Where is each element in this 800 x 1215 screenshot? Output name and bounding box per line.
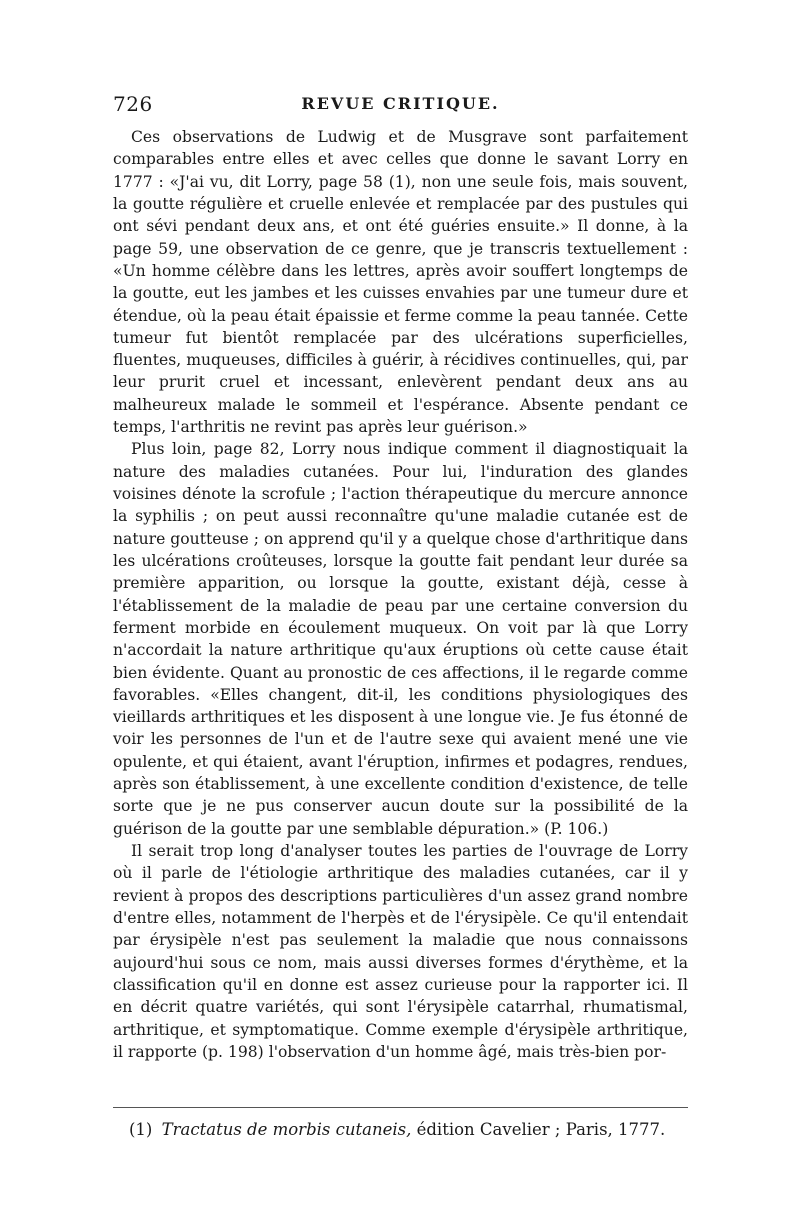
page-number: 726 [113, 92, 153, 116]
footnote-title: Tractatus de morbis cutaneis, [161, 1120, 412, 1139]
footnote [113, 1118, 688, 1142]
footnote-marker: (1) [129, 1120, 153, 1139]
paragraph-1: Ces observations de Ludwig et de Musgrave sont parfaitement comparables entre elles et avec celles que donne le savant Lorry en 1777 : «J'ai vu, dit Lorry, page 58 (1), non une seule fois, mais souvent, la goutte régulière et cruelle enlevée et remplacée par des pustules qui ont sévi pendant deux ans, et ont été guéries ensuite.» Il donne, à la page 59, une observation de ce genre, que je transcris textuellement : «Un homme célèbre dans les lettres, après avoir souffert longtemps de la goutte, eut les jambes et les cuisses envahies par une tumeur dure et étendue, où la peau était épaissie et ferme comme la peau tannée. Cette tumeur fut bientôt remplacée par des ulcérations superficielles, fluentes, muqueuses, difficiles à guérir, à récidives continuelles, qui, par leur prurit cruel et incessant, enlevèrent pendant deux ans au malheureux malade le sommeil et l'espérance. Absente pendant ce temps, l'arthritis ne revint pas après leur guérison.» [113, 128, 688, 437]
footnote-rule [113, 1107, 688, 1108]
running-title: REVUE CRITIQUE. [301, 94, 500, 113]
paragraph-2: Plus loin, page 82, Lorry nous indique comment il diagnostiquait la nature des maladies cutanées. Pour lui, l'induration des glandes voisines dénote la scrofule ; l'action thérapeutique du mercure annonce la syphilis ; on peut aussi reconnaître qu'une maladie cutanée est de nature goutteuse ; on apprend qu'il y a quelque chose d'arthritique dans les ulcérations croûteuses, lorsque la goutte fait pendant leur durée sa première apparition, ou lorsque la goutte, existant déjà, cesse à l'établissement de la maladie de peau par une certaine conversion du ferment morbide en écoulement muqueux. On voit par là que Lorry n'accordait la nature arthritique qu'aux éruptions où cette cause était bien évidente. Quant au pronostic de ces affections, il le regarde comme favorables. «Elles changent, dit-il, les conditions physiologiques des vieillards arthritiques et les disposent à une longue vie. Je fus étonné de voir les personnes de l'un et de l'autre sexe qui avaient mené une vie opulente, et qui étaient, avant l'éruption, infirmes et podagres, rendues, après son établissement, à une excellente condition d'existence, de telle sorte que je ne pus conserver aucun doute sur la possibilité de la guérison de la goutte par une semblable dépuration.» (P. 106.) [113, 440, 688, 838]
footnote-rest: édition Cavelier ; Paris, 1777. [416, 1120, 666, 1139]
body-text [113, 126, 688, 1063]
page-header [113, 86, 688, 118]
paragraph-3: Il serait trop long d'analyser toutes les parties de l'ouvrage de Lorry où il parle de l'étiologie arthritique des maladies cutanées, car il y revient à propos des descriptions particulières d'un assez grand nombre d'entre elles, notamment de l'herpès et de l'érysipèle. Ce qu'il entendait par érysipèle n'est pas seulement la maladie que nous connaissons aujourd'hui sous ce nom, mais aussi diverses formes d'érythème, et la classification qu'il en donne est assez curieuse pour la rapporter ici. Il en décrit quatre variétés, qui sont l'érysipèle catarrhal, rhumatismal, arthritique, et symptomatique. Comme exemple d'érysipèle arthritique, il rapporte (p. 198) l'observation d'un homme âgé, mais très-bien por- [113, 842, 688, 1061]
